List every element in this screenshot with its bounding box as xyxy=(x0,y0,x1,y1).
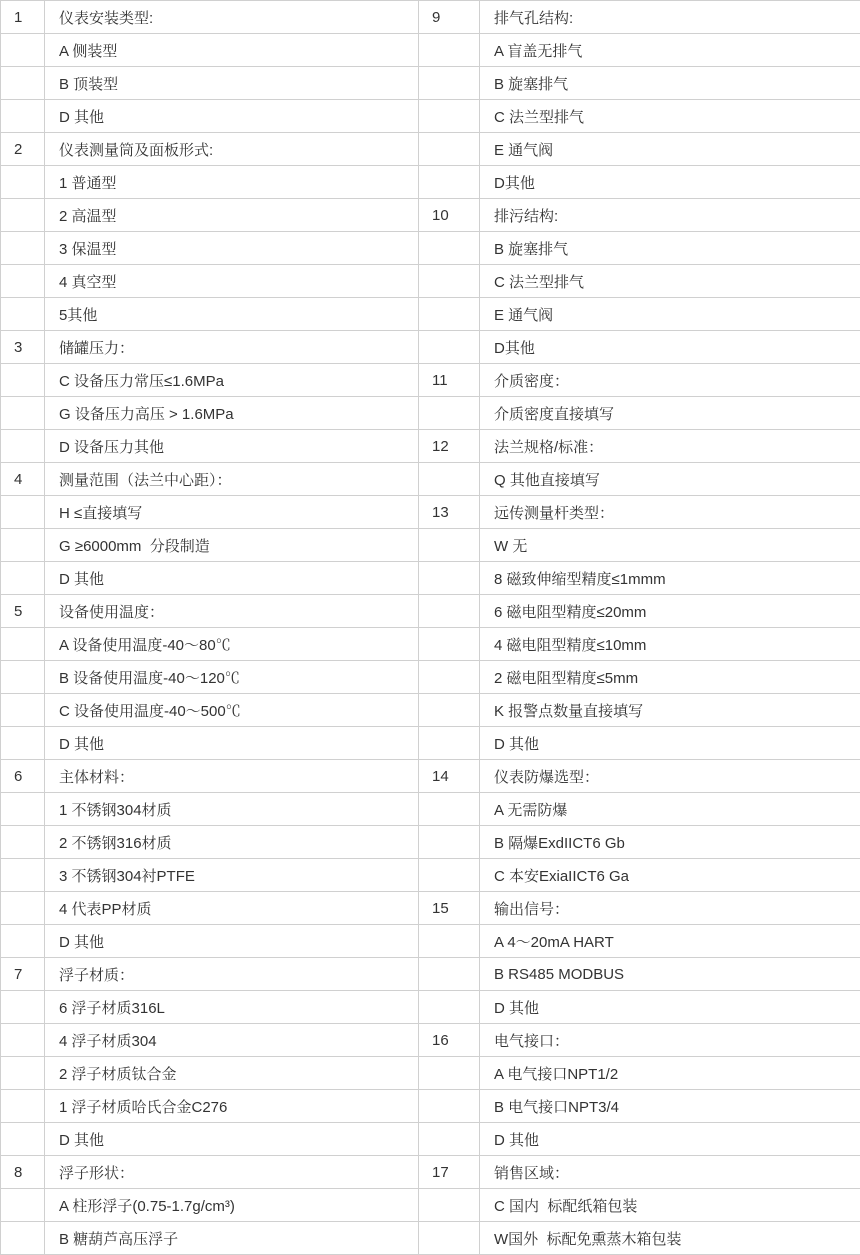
row-number-cell xyxy=(419,1057,480,1090)
option-text-cell: 1 普通型 xyxy=(45,166,419,199)
row-number-cell xyxy=(419,991,480,1024)
row-number-cell: 4 xyxy=(1,463,45,496)
option-text-cell: 4 代表PP材质 xyxy=(45,892,419,925)
option-text-cell: B RS485 MODBUS xyxy=(480,958,860,991)
row-number-cell xyxy=(1,925,45,958)
table-row xyxy=(1,1057,860,1090)
table-row xyxy=(1,298,860,331)
option-text-cell: 远传测量杆类型： xyxy=(480,496,860,529)
table-row xyxy=(1,463,860,496)
row-number-cell xyxy=(1,298,45,331)
row-number-cell xyxy=(1,265,45,298)
row-number-cell: 10 xyxy=(419,199,480,232)
option-text-cell: A 设备使用温度-40～80℃ xyxy=(45,628,419,661)
row-number-cell xyxy=(419,232,480,265)
row-number-cell xyxy=(1,892,45,925)
row-number-cell xyxy=(419,628,480,661)
row-number-cell xyxy=(419,661,480,694)
row-number-cell xyxy=(419,133,480,166)
table-row xyxy=(1,991,860,1024)
row-number-cell: 9 xyxy=(419,1,480,34)
row-number-cell xyxy=(1,364,45,397)
option-text-cell: D 其他 xyxy=(45,727,419,760)
row-number-cell xyxy=(1,727,45,760)
row-number-cell: 6 xyxy=(1,760,45,793)
row-number-cell xyxy=(1,826,45,859)
table-row xyxy=(1,430,860,463)
option-text-cell: E 通气阀 xyxy=(480,298,860,331)
option-text-cell: 4 浮子材质304 xyxy=(45,1024,419,1057)
row-number-cell xyxy=(419,1090,480,1123)
option-text-cell: 2 高温型 xyxy=(45,199,419,232)
option-text-cell: 2 磁电阻型精度≤5mm xyxy=(480,661,860,694)
table-row xyxy=(1,397,860,430)
row-number-cell xyxy=(419,298,480,331)
table-row xyxy=(1,166,860,199)
option-text-cell: 主体材料： xyxy=(45,760,419,793)
option-text-cell: B 旋塞排气 xyxy=(480,67,860,100)
table-row xyxy=(1,859,860,892)
row-number-cell xyxy=(419,859,480,892)
table-row xyxy=(1,364,860,397)
row-number-cell xyxy=(419,331,480,364)
option-text-cell: 1 浮子材质哈氏合金C276 xyxy=(45,1090,419,1123)
option-text-cell: W国外 标配免熏蒸木箱包装 xyxy=(480,1222,860,1255)
table-row xyxy=(1,1090,860,1123)
table-row xyxy=(1,727,860,760)
option-text-cell: D 其他 xyxy=(45,925,419,958)
table-row xyxy=(1,1,860,34)
row-number-cell: 7 xyxy=(1,958,45,991)
option-text-cell: 6 磁电阻型精度≤20mm xyxy=(480,595,860,628)
table-row xyxy=(1,562,860,595)
row-number-cell xyxy=(419,34,480,67)
option-text-cell: 测量范围（法兰中心距）： xyxy=(45,463,419,496)
option-text-cell: B 糖葫芦高压浮子 xyxy=(45,1222,419,1255)
table-row xyxy=(1,1222,860,1255)
option-text-cell: 4 磁电阻型精度≤10mm xyxy=(480,628,860,661)
row-number-cell xyxy=(1,1189,45,1222)
row-number-cell xyxy=(419,595,480,628)
table-row xyxy=(1,199,860,232)
row-number-cell: 17 xyxy=(419,1156,480,1189)
row-number-cell xyxy=(1,1123,45,1156)
option-text-cell: 2 浮子材质钛合金 xyxy=(45,1057,419,1090)
option-text-cell: D 其他 xyxy=(45,100,419,133)
row-number-cell: 11 xyxy=(419,364,480,397)
row-number-cell: 15 xyxy=(419,892,480,925)
option-text-cell: 销售区域： xyxy=(480,1156,860,1189)
row-number-cell xyxy=(1,991,45,1024)
option-text-cell: G ≥6000mm 分段制造 xyxy=(45,529,419,562)
row-number-cell xyxy=(419,727,480,760)
option-text-cell: C 设备压力常压≤1.6MPa xyxy=(45,364,419,397)
row-number-cell xyxy=(1,1057,45,1090)
table-row xyxy=(1,232,860,265)
table-row xyxy=(1,331,860,364)
spec-table-body xyxy=(1,1,860,1255)
row-number-cell xyxy=(419,1123,480,1156)
row-number-cell xyxy=(419,166,480,199)
row-number-cell xyxy=(419,826,480,859)
option-text-cell: B 顶装型 xyxy=(45,67,419,100)
option-text-cell: C 本安ExiaIICT6 Ga xyxy=(480,859,860,892)
option-text-cell: 储罐压力： xyxy=(45,331,419,364)
option-text-cell: C 法兰型排气 xyxy=(480,265,860,298)
row-number-cell: 16 xyxy=(419,1024,480,1057)
option-text-cell: D 其他 xyxy=(45,562,419,595)
table-row xyxy=(1,1189,860,1222)
option-text-cell: 6 浮子材质316L xyxy=(45,991,419,1024)
option-text-cell: 介质密度： xyxy=(480,364,860,397)
row-number-cell xyxy=(419,265,480,298)
option-text-cell: 排污结构: xyxy=(480,199,860,232)
table-row xyxy=(1,529,860,562)
row-number-cell xyxy=(419,1222,480,1255)
row-number-cell xyxy=(1,430,45,463)
option-text-cell: D 其他 xyxy=(480,1123,860,1156)
table-row xyxy=(1,925,860,958)
option-text-cell: 3 不锈钢304衬PTFE xyxy=(45,859,419,892)
row-number-cell xyxy=(419,397,480,430)
option-text-cell: 浮子形状： xyxy=(45,1156,419,1189)
table-row xyxy=(1,760,860,793)
option-text-cell: G 设备压力高压 > 1.6MPa xyxy=(45,397,419,430)
table-row xyxy=(1,1123,860,1156)
option-text-cell: 3 保温型 xyxy=(45,232,419,265)
option-text-cell: D 其他 xyxy=(45,1123,419,1156)
row-number-cell xyxy=(1,1024,45,1057)
option-text-cell: C 设备使用温度-40～500℃ xyxy=(45,694,419,727)
row-number-cell: 12 xyxy=(419,430,480,463)
table-row xyxy=(1,100,860,133)
table-row xyxy=(1,892,860,925)
row-number-cell: 2 xyxy=(1,133,45,166)
option-text-cell: 法兰规格/标准： xyxy=(480,430,860,463)
row-number-cell xyxy=(1,628,45,661)
row-number-cell xyxy=(419,67,480,100)
option-text-cell: B 电气接口NPT3/4 xyxy=(480,1090,860,1123)
row-number-cell xyxy=(419,694,480,727)
row-number-cell xyxy=(1,1090,45,1123)
option-text-cell: H ≤直接填写 xyxy=(45,496,419,529)
row-number-cell: 8 xyxy=(1,1156,45,1189)
option-text-cell: A 4～20mA HART xyxy=(480,925,860,958)
option-text-cell: 仪表安装类型: xyxy=(45,1,419,34)
row-number-cell xyxy=(1,529,45,562)
row-number-cell xyxy=(419,1189,480,1222)
option-text-cell: 5其他 xyxy=(45,298,419,331)
table-row xyxy=(1,628,860,661)
row-number-cell xyxy=(419,529,480,562)
table-row xyxy=(1,661,860,694)
option-text-cell: D 其他 xyxy=(480,727,860,760)
row-number-cell xyxy=(1,859,45,892)
row-number-cell xyxy=(419,562,480,595)
table-row xyxy=(1,67,860,100)
option-text-cell: 4 真空型 xyxy=(45,265,419,298)
option-text-cell: 排气孔结构: xyxy=(480,1,860,34)
row-number-cell xyxy=(419,463,480,496)
row-number-cell xyxy=(1,661,45,694)
row-number-cell xyxy=(1,397,45,430)
option-text-cell: 仪表防爆选型： xyxy=(480,760,860,793)
option-text-cell: C 法兰型排气 xyxy=(480,100,860,133)
option-text-cell: A 无需防爆 xyxy=(480,793,860,826)
option-text-cell: 介质密度直接填写 xyxy=(480,397,860,430)
option-text-cell: A 侧装型 xyxy=(45,34,419,67)
row-number-cell: 3 xyxy=(1,331,45,364)
table-row xyxy=(1,496,860,529)
row-number-cell xyxy=(1,232,45,265)
option-text-cell: D 设备压力其他 xyxy=(45,430,419,463)
table-row xyxy=(1,1024,860,1057)
option-text-cell: 设备使用温度： xyxy=(45,595,419,628)
row-number-cell xyxy=(1,562,45,595)
row-number-cell: 13 xyxy=(419,496,480,529)
option-text-cell: C 国内 标配纸箱包装 xyxy=(480,1189,860,1222)
option-text-cell: W 无 xyxy=(480,529,860,562)
row-number-cell xyxy=(1,34,45,67)
row-number-cell xyxy=(1,199,45,232)
row-number-cell xyxy=(419,793,480,826)
option-text-cell: 浮子材质： xyxy=(45,958,419,991)
table-row xyxy=(1,826,860,859)
row-number-cell xyxy=(1,694,45,727)
table-row xyxy=(1,34,860,67)
option-text-cell: D其他 xyxy=(480,331,860,364)
option-text-cell: 仪表测量筒及面板形式: xyxy=(45,133,419,166)
option-text-cell: D 其他 xyxy=(480,991,860,1024)
row-number-cell xyxy=(1,166,45,199)
option-text-cell: 输出信号： xyxy=(480,892,860,925)
option-text-cell: 8 磁致伸缩型精度≤1mmm xyxy=(480,562,860,595)
option-text-cell: 电气接口： xyxy=(480,1024,860,1057)
option-text-cell: Q 其他直接填写 xyxy=(480,463,860,496)
option-text-cell: E 通气阀 xyxy=(480,133,860,166)
row-number-cell xyxy=(1,1222,45,1255)
option-text-cell: A 柱形浮子(0.75-1.7g/cm³) xyxy=(45,1189,419,1222)
table-row xyxy=(1,133,860,166)
row-number-cell xyxy=(419,100,480,133)
row-number-cell xyxy=(419,958,480,991)
table-row xyxy=(1,265,860,298)
table-row xyxy=(1,1156,860,1189)
row-number-cell xyxy=(1,496,45,529)
row-number-cell xyxy=(1,100,45,133)
option-text-cell: 1 不锈钢304材质 xyxy=(45,793,419,826)
table-row xyxy=(1,793,860,826)
table-row xyxy=(1,694,860,727)
row-number-cell xyxy=(1,793,45,826)
option-text-cell: B 设备使用温度-40～120℃ xyxy=(45,661,419,694)
row-number-cell xyxy=(419,925,480,958)
option-text-cell: A 电气接口NPT1/2 xyxy=(480,1057,860,1090)
option-text-cell: 2 不锈钢316材质 xyxy=(45,826,419,859)
row-number-cell: 5 xyxy=(1,595,45,628)
table-row xyxy=(1,595,860,628)
option-text-cell: D其他 xyxy=(480,166,860,199)
option-text-cell: K 报警点数量直接填写 xyxy=(480,694,860,727)
option-text-cell: B 隔爆ExdIICT6 Gb xyxy=(480,826,860,859)
row-number-cell: 1 xyxy=(1,1,45,34)
option-text-cell: A 盲盖无排气 xyxy=(480,34,860,67)
table-row xyxy=(1,958,860,991)
row-number-cell: 14 xyxy=(419,760,480,793)
row-number-cell xyxy=(1,67,45,100)
option-text-cell: B 旋塞排气 xyxy=(480,232,860,265)
